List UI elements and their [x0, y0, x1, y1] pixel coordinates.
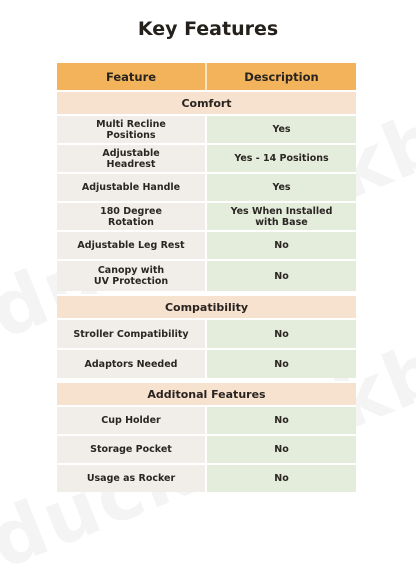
description-cell: Yes — [207, 116, 356, 143]
description-cell: No — [207, 465, 356, 492]
table-row — [57, 114, 356, 143]
section-header-comfort: Comfort — [57, 90, 356, 114]
table-row — [57, 259, 356, 291]
section-header-additional-features: Additonal Features — [57, 381, 356, 405]
description-cell: No — [207, 261, 356, 291]
description-cell: No — [207, 436, 356, 463]
table-row — [57, 434, 356, 463]
description-cell: Yes — [207, 174, 356, 201]
table-row — [57, 405, 356, 434]
feature-cell: 180 Degree Rotation — [57, 203, 207, 230]
feature-cell: Usage as Rocker — [57, 465, 207, 492]
feature-cell: Multi Recline Positions — [57, 116, 207, 143]
description-cell: Yes - 14 Positions — [207, 145, 356, 172]
feature-cell: Cup Holder — [57, 407, 207, 434]
description-cell: No — [207, 350, 356, 378]
table-row — [57, 463, 356, 492]
description-cell: Yes When Installed with Base — [207, 203, 356, 230]
description-cell: No — [207, 407, 356, 434]
feature-cell: Adjustable Leg Rest — [57, 232, 207, 259]
description-column-header: Description — [207, 63, 356, 90]
table-row — [57, 318, 356, 348]
table-row — [57, 201, 356, 230]
feature-cell: Stroller Compatibility — [57, 320, 207, 348]
feature-cell: Adjustable Handle — [57, 174, 207, 201]
table-header — [57, 63, 356, 90]
table-row — [57, 143, 356, 172]
table-row — [57, 172, 356, 201]
page-title: Key Features — [137, 18, 279, 40]
feature-cell: Adaptors Needed — [57, 350, 207, 378]
features-table — [57, 63, 356, 492]
feature-cell: Storage Pocket — [57, 436, 207, 463]
table-row — [57, 348, 356, 378]
table-row — [57, 230, 356, 259]
feature-column-header: Feature — [57, 63, 207, 90]
section-header-compatibility: Compatibility — [57, 294, 356, 318]
description-cell: No — [207, 320, 356, 348]
description-cell: No — [207, 232, 356, 259]
feature-cell: Adjustable Headrest — [57, 145, 207, 172]
feature-cell: Canopy with UV Protection — [57, 261, 207, 291]
